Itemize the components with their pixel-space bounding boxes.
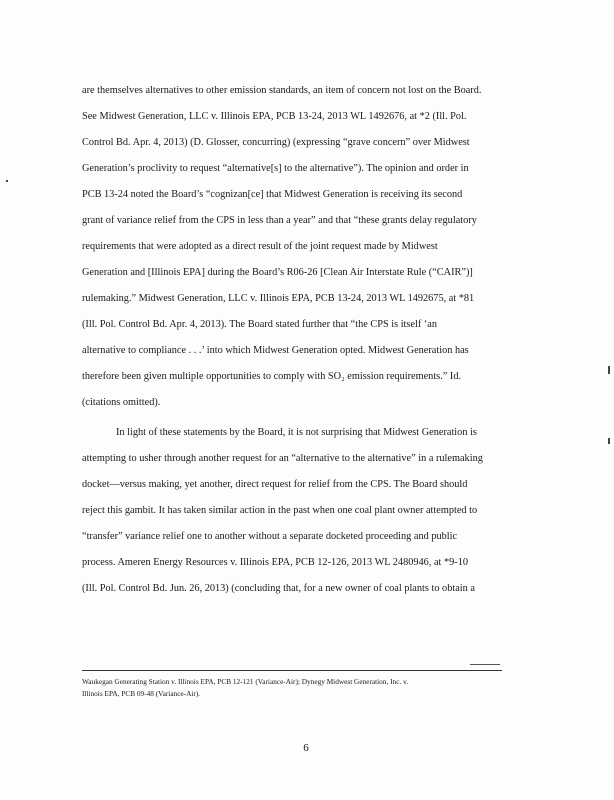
body-line: (citations omitted).	[82, 397, 161, 408]
scan-artifact	[608, 366, 610, 374]
body-line: process. Ameren Energy Resources v. Illinois EPA, PCB 12-126, 2013 WL 2480946, at *9-10	[82, 557, 469, 568]
body-line: (Ill. Pol. Control Bd. Apr. 4, 2013). The Board stated further that “the CPS is itself ‘an	[82, 319, 438, 330]
body-line: grant of variance relief from the CPS in less than a year” and that “these grants delay regulatory	[82, 215, 477, 226]
body-text	[82, 78, 532, 602]
footnote-line: Waukegan Generating Station v. Illinois EPA, PCB 12-121 (Variance-Air); Dynegy Midwest Generation, Inc. v.	[82, 677, 409, 686]
body-line: requirements that were adopted as a direct result of the joint request made by Midwest	[82, 241, 438, 252]
footnote	[82, 676, 522, 700]
body-line: alternative to compliance . . .’ into which Midwest Generation opted. Midwest Generation has	[82, 345, 469, 356]
body-line: In light of these statements by the Board, it is not surprising that Midwest Generation is	[116, 427, 477, 438]
body-line: Generation and [Illinois EPA] during the Board’s R06-26 [Clean Air Interstate Rule (“CAIR”)]	[82, 267, 473, 278]
body-line: (Ill. Pol. Control Bd. Jun. 26, 2013) (concluding that, for a new owner of coal plants to obtain a	[82, 583, 475, 594]
footnote-line: Illinois EPA, PCB 09-48 (Variance-Air).	[82, 689, 201, 698]
footnote-continuation-mark	[470, 664, 500, 665]
body-line: “transfer” variance relief one to another without a separate docketed proceeding and public	[82, 531, 458, 542]
body-line: attempting to usher through another request for an “alternative to the alternative” in a rulemaking	[82, 453, 483, 464]
scan-artifact	[6, 180, 8, 182]
body-line: Control Bd. Apr. 4, 2013) (D. Glosser, concurring) (expressing “grave concern” over Midwest	[82, 137, 470, 148]
scan-artifact	[608, 438, 610, 444]
body-line: therefore been given multiple opportunities to comply with SO₂ emission requirements.” Id.	[82, 371, 462, 382]
body-line: Generation’s proclivity to request “alternative[s] to the alternative”). The opinion and order in	[82, 163, 469, 174]
body-line: reject this gambit. It has taken similar action in the past when one coal plant owner attempted to	[82, 505, 478, 516]
body-line: rulemaking.” Midwest Generation, LLC v. Illinois EPA, PCB 13-24, 2013 WL 1492675, at *81	[82, 293, 475, 304]
body-line: PCB 13-24 noted the Board’s “cognizan[ce] that Midwest Generation is receiving its second	[82, 189, 463, 200]
body-line: See Midwest Generation, LLC v. Illinois EPA, PCB 13-24, 2013 WL 1492676, at *2 (Ill. Pol.	[82, 111, 467, 122]
body-line: are themselves alternatives to other emission standards, an item of concern not lost on the Board.	[82, 85, 482, 96]
body-line: docket—versus making, yet another, direct request for relief from the CPS. The Board should	[82, 479, 468, 490]
footnote-divider	[82, 670, 502, 671]
page-number: 6	[303, 742, 309, 754]
